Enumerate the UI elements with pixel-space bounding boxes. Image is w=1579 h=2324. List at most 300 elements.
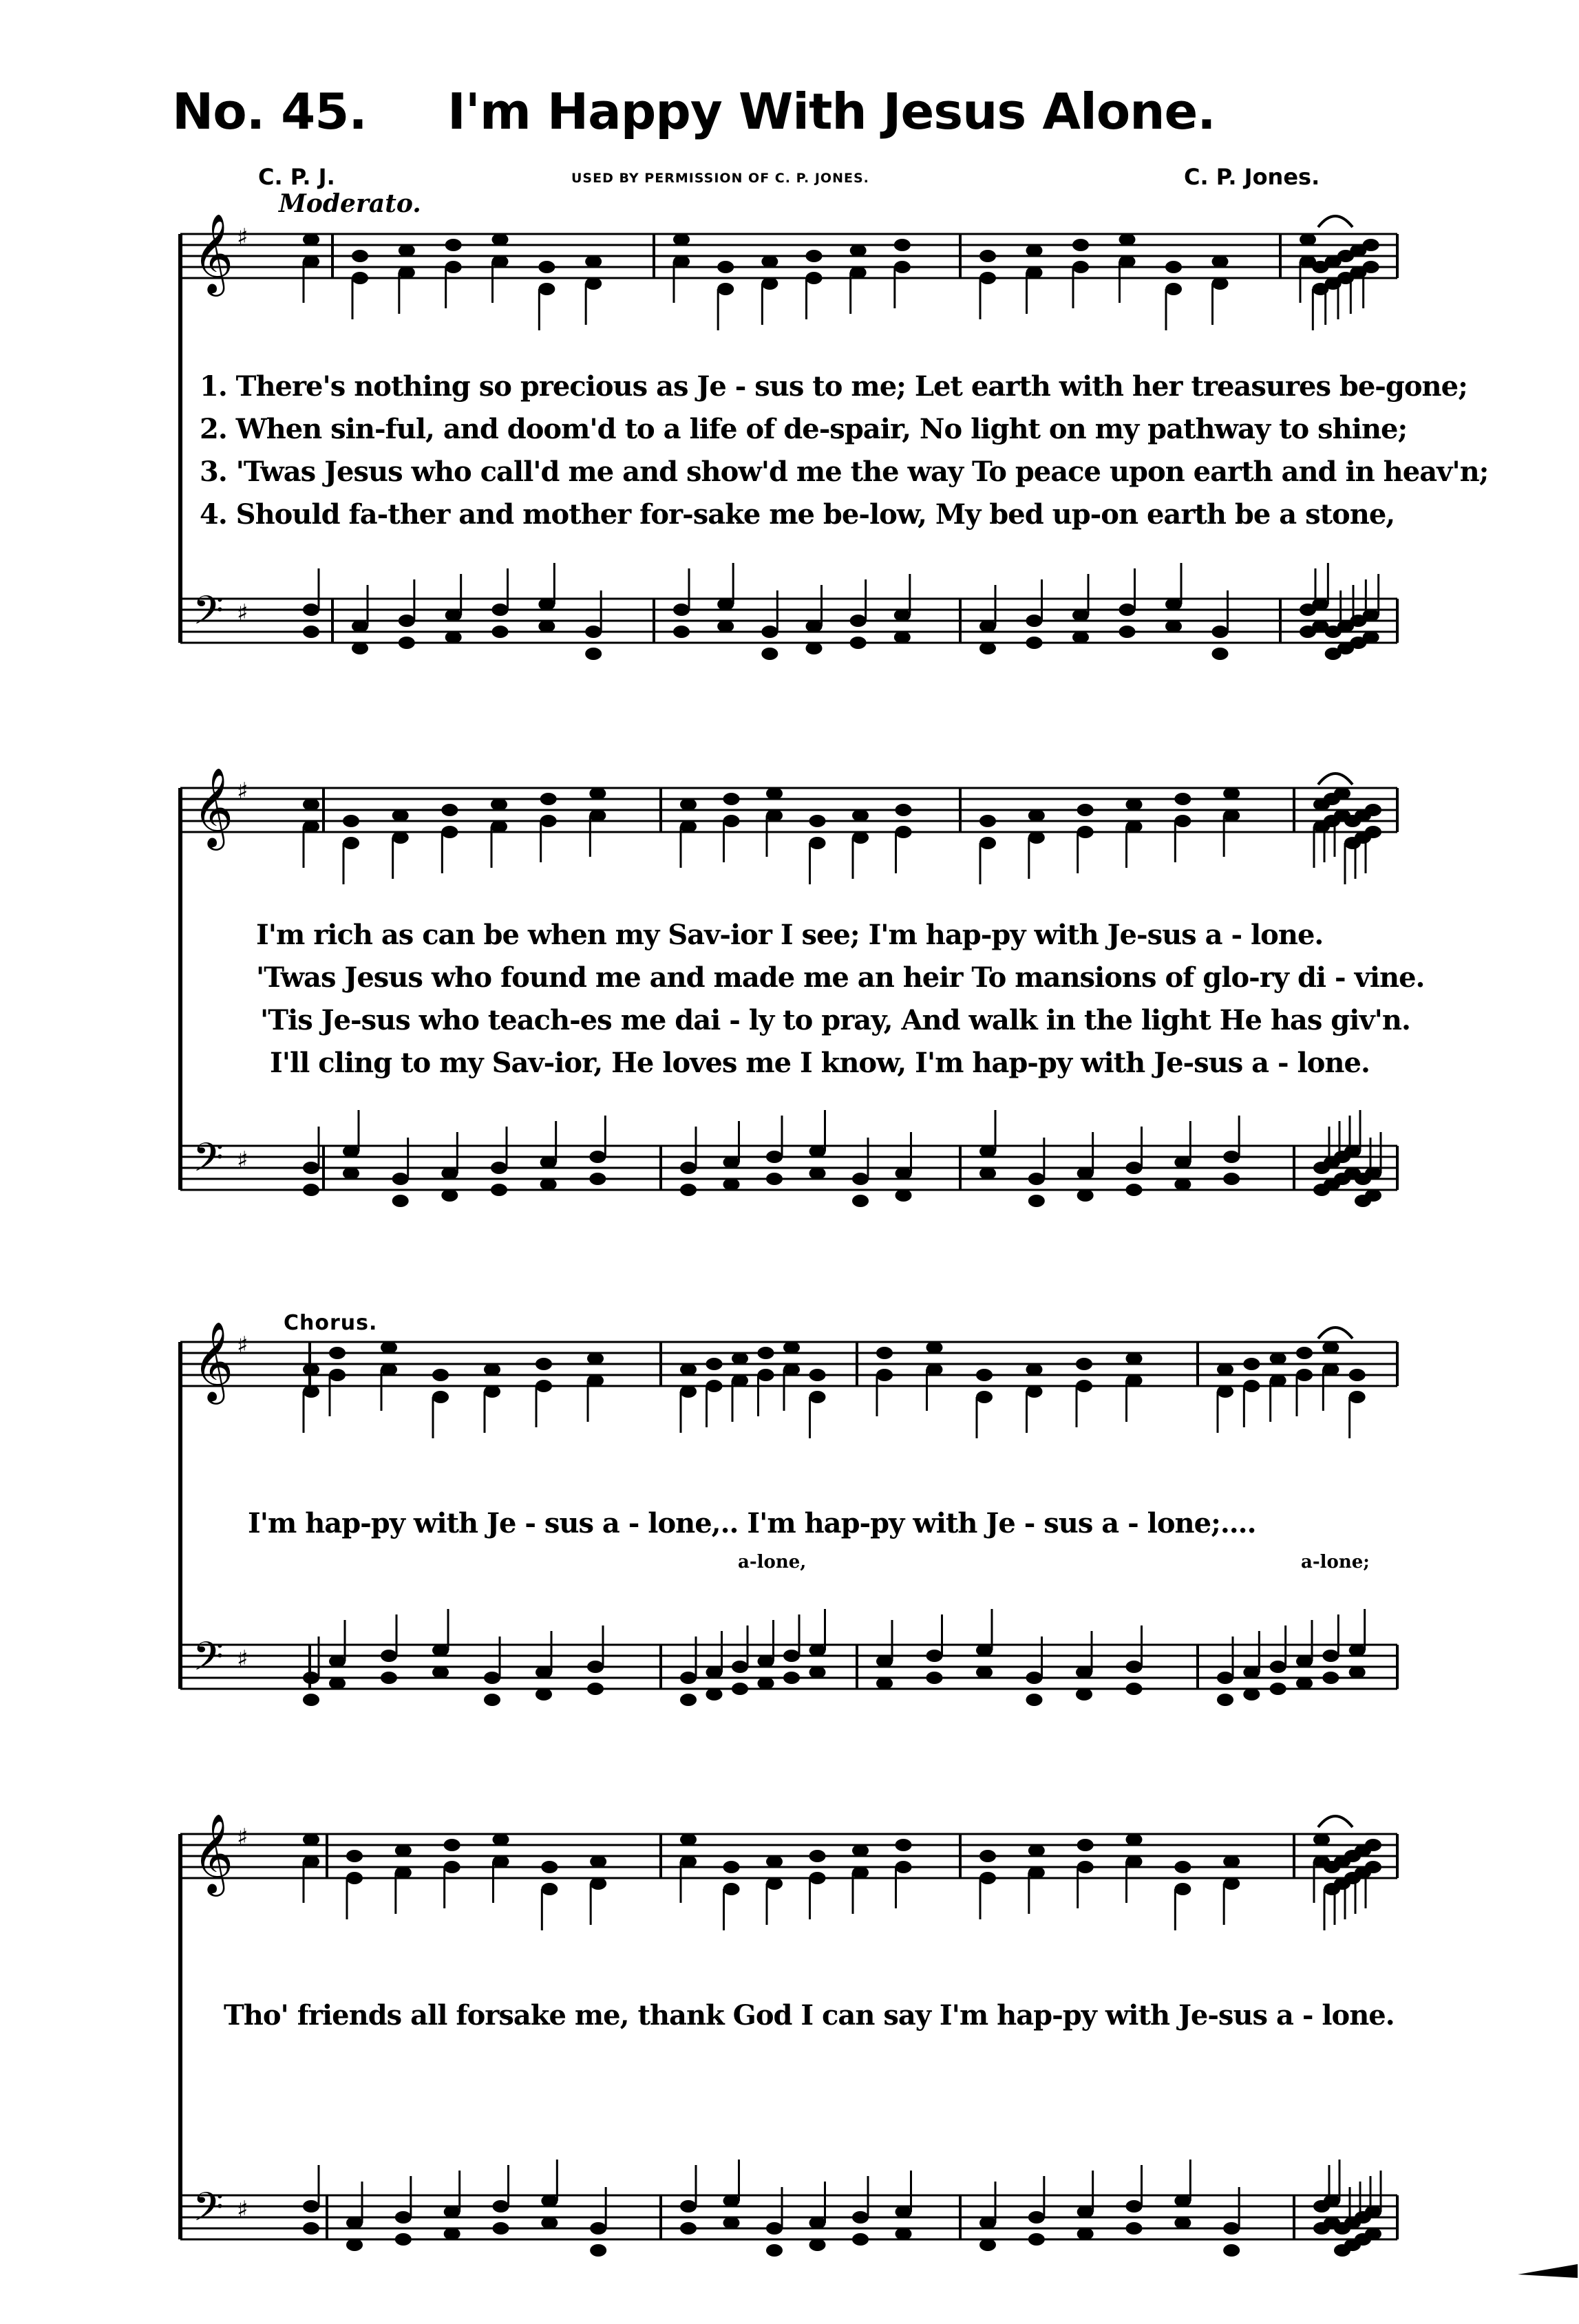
note-head (536, 1358, 552, 1370)
note-head (979, 1145, 996, 1158)
note-head (1322, 1650, 1339, 1662)
note-head (1077, 1861, 1094, 1873)
verse-2-line-b: 'Twas Jesus who found me and made me an heir To mansions of glo-ry di - vine. (256, 961, 1425, 994)
note-head (809, 815, 826, 827)
note-head (783, 1672, 800, 1684)
note-head (766, 1877, 783, 1890)
note-head (680, 1855, 697, 1868)
note-head (926, 1672, 943, 1684)
note-head (809, 1369, 826, 1381)
tempo-marking: Moderato. (279, 189, 421, 218)
note-head (585, 648, 602, 660)
note-head (1126, 1855, 1143, 1868)
note-head (1026, 1672, 1043, 1684)
note-head (926, 1650, 943, 1662)
note-head (541, 1883, 558, 1895)
note-head (587, 1661, 604, 1673)
note-head (493, 1833, 509, 1846)
note-head (445, 631, 462, 643)
note-head (1028, 1195, 1045, 1207)
treble-clef: 𝄞 (193, 1321, 234, 1401)
note-head (852, 2233, 869, 2246)
chorus-label: Chorus. (284, 1311, 378, 1335)
note-head (1243, 1358, 1260, 1370)
note-head (783, 1650, 800, 1662)
note-head (758, 1655, 774, 1667)
note-head (1076, 1688, 1092, 1701)
note-head (1126, 1374, 1143, 1387)
note-head (673, 604, 690, 616)
note-head (976, 1369, 993, 1381)
key-signature-sharp: ♯ (237, 1824, 248, 1851)
chorus-lyric-line-2: Tho' friends all forsake me, thank God I can say I'm hap-py with Je-sus a - lone. (224, 1999, 1395, 2032)
note-head (723, 1178, 740, 1191)
note-head (979, 837, 996, 849)
note-head (1072, 631, 1089, 643)
note-head (673, 255, 690, 268)
note-head (484, 1672, 500, 1684)
note-head (732, 1374, 748, 1387)
treble-clef: 𝄞 (193, 1813, 234, 1893)
note-head (766, 787, 783, 800)
note-head (852, 2211, 869, 2224)
note-head (541, 2195, 558, 2207)
note-head (1296, 1677, 1313, 1689)
note-head (395, 2233, 412, 2246)
note-head (1363, 239, 1379, 251)
note-head (540, 1178, 557, 1191)
note-head (536, 1666, 552, 1678)
note-head (1174, 793, 1191, 805)
note-head (1363, 609, 1379, 621)
note-head (896, 1189, 912, 1202)
note-head (1165, 283, 1182, 295)
note-head (1223, 1151, 1240, 1163)
note-head (761, 277, 778, 290)
note-head (723, 2195, 740, 2207)
note-head (1076, 1666, 1092, 1678)
note-head (432, 1666, 449, 1678)
note-head (329, 1369, 346, 1381)
note-head (399, 244, 415, 257)
note-head (343, 1145, 359, 1158)
note-head (1072, 261, 1089, 273)
note-head (673, 626, 690, 638)
verse-1-line-b: I'm rich as can be when my Sav-ior I see; I'm hap-py with Je-sus a - lone. (256, 919, 1324, 951)
note-head (1119, 626, 1136, 638)
note-head (1300, 233, 1316, 246)
note-head (809, 1644, 826, 1656)
note-head (346, 1872, 363, 1884)
note-head (381, 1672, 397, 1684)
note-head (395, 1844, 412, 1857)
note-head (1026, 615, 1043, 627)
note-head (979, 1872, 996, 1884)
note-head (723, 1861, 740, 1873)
note-head (976, 1666, 993, 1678)
note-head (761, 648, 778, 660)
treble-clef: 𝄞 (193, 767, 234, 847)
note-head (381, 1363, 397, 1376)
note-head (303, 820, 319, 833)
note-head (1270, 1683, 1286, 1695)
note-head (1365, 2228, 1381, 2240)
note-head (1026, 1363, 1043, 1376)
note-head (809, 2217, 826, 2229)
note-head (809, 1391, 826, 1403)
note-head (1223, 1855, 1240, 1868)
note-head (441, 804, 458, 816)
note-head (809, 1872, 826, 1884)
note-head (1126, 1683, 1143, 1695)
note-head (1296, 1369, 1313, 1381)
note-head (1217, 1363, 1233, 1376)
note-head (445, 239, 462, 251)
note-head (1365, 804, 1381, 816)
bass-clef: 𝄢 (193, 2184, 224, 2240)
note-head (1126, 1661, 1143, 1673)
note-head (806, 620, 823, 632)
fermata-mark (1318, 216, 1353, 227)
note-head (491, 1184, 507, 1196)
note-head (303, 1385, 319, 1398)
note-head (717, 620, 734, 632)
note-head (540, 793, 557, 805)
note-head (717, 261, 734, 273)
note-head (766, 809, 783, 822)
note-head (806, 642, 823, 654)
note-head (680, 1385, 697, 1398)
note-head (1365, 2206, 1381, 2218)
note-head (493, 2222, 509, 2235)
bass-clef: 𝄢 (193, 1134, 224, 1191)
note-head (444, 2206, 460, 2218)
note-head (1349, 1644, 1366, 1656)
note-head (894, 239, 911, 251)
note-head (979, 642, 996, 654)
note-head (392, 1173, 409, 1185)
note-head (1270, 1352, 1286, 1365)
note-head (395, 2211, 412, 2224)
note-head (680, 1833, 697, 1846)
note-head (538, 620, 555, 632)
note-head (352, 620, 368, 632)
note-head (540, 815, 557, 827)
note-head (1072, 239, 1089, 251)
note-head (852, 1173, 869, 1185)
note-head (758, 1369, 774, 1381)
note-head (444, 2228, 460, 2240)
note-head (723, 2217, 740, 2229)
note-head (723, 815, 740, 827)
note-head (540, 1156, 557, 1169)
note-head (492, 233, 509, 246)
note-head (1126, 2222, 1143, 2235)
note-head (493, 2200, 509, 2213)
note-head (1212, 255, 1229, 268)
note-head (1174, 1883, 1191, 1895)
note-head (444, 1839, 460, 1851)
note-head (484, 1694, 500, 1706)
note-head (1126, 798, 1143, 811)
note-head (1028, 1173, 1045, 1185)
note-head (876, 1369, 893, 1381)
note-head (343, 815, 359, 827)
note-head (343, 837, 359, 849)
hymn-title: I'm Happy With Jesus Alone. (447, 83, 1216, 140)
note-head (876, 1347, 893, 1359)
note-head (680, 1694, 697, 1706)
note-head (1174, 815, 1191, 827)
verse-3-line-a: 3. 'Twas Jesus who call'd me and show'd me the way To peace upon earth and in heav'n; (200, 456, 1489, 488)
hymn-number: No. 45. (172, 83, 367, 140)
note-head (1119, 604, 1136, 616)
note-head (1077, 1839, 1094, 1851)
note-head (352, 642, 368, 654)
note-head (536, 1688, 552, 1701)
note-head (1223, 1173, 1240, 1185)
note-head (706, 1380, 723, 1392)
note-head (445, 261, 462, 273)
note-head (1365, 1189, 1381, 1202)
note-head (1223, 2222, 1240, 2235)
note-head (1296, 1347, 1313, 1359)
note-head (491, 820, 507, 833)
note-head (766, 1855, 783, 1868)
note-head (1026, 1385, 1043, 1398)
note-head (303, 604, 319, 616)
note-head (1026, 266, 1043, 279)
note-head (758, 1677, 774, 1689)
fermata-mark (1318, 774, 1353, 785)
note-head (329, 1677, 346, 1689)
note-head (399, 637, 415, 649)
note-head (783, 1341, 800, 1354)
note-head (1223, 2244, 1240, 2257)
note-head (585, 277, 602, 290)
note-head (809, 1666, 826, 1678)
note-head (979, 250, 996, 262)
note-head (484, 1363, 500, 1376)
note-head (1126, 1833, 1143, 1846)
note-head (732, 1352, 748, 1365)
note-head (896, 826, 912, 838)
verse-1-line-a: 1. There's nothing so precious as Je - sus to me; Let earth with her treasures be-gone; (200, 370, 1467, 403)
note-head (432, 1391, 449, 1403)
note-head (1165, 261, 1182, 273)
note-head (976, 1391, 993, 1403)
note-head (976, 1644, 993, 1656)
note-head (589, 809, 606, 822)
note-head (850, 637, 867, 649)
note-head (806, 272, 823, 284)
note-head (381, 1650, 397, 1662)
note-head (852, 1195, 869, 1207)
treble-clef: 𝄞 (193, 213, 234, 293)
note-head (1270, 1661, 1286, 1673)
note-head (303, 2222, 319, 2235)
note-head (766, 1151, 783, 1163)
note-head (1334, 787, 1350, 800)
note-head (926, 1363, 943, 1376)
note-head (1174, 1861, 1191, 1873)
note-head (852, 831, 869, 844)
note-head (1119, 255, 1136, 268)
note-head (723, 1156, 740, 1169)
note-head (1217, 1385, 1233, 1398)
note-head (979, 1167, 996, 1180)
note-head (1363, 261, 1379, 273)
bass-clef: 𝄢 (193, 587, 224, 643)
note-head (1223, 809, 1240, 822)
note-head (1174, 2217, 1191, 2229)
note-head (723, 1883, 740, 1895)
note-head (894, 609, 911, 621)
note-head (1349, 1391, 1366, 1403)
verse-4-line-a: 4. Should fa-ther and mother for-sake me be-low, My bed up-on earth be a stone, (200, 498, 1395, 531)
note-head (585, 626, 602, 638)
music-credit: C. P. Jones. (1184, 164, 1320, 190)
note-head (876, 1655, 893, 1667)
note-head (1026, 244, 1043, 257)
note-head (589, 1173, 606, 1185)
key-signature-sharp: ♯ (237, 2196, 248, 2224)
note-head (680, 1184, 697, 1196)
note-head (1243, 1380, 1260, 1392)
note-head (680, 2200, 697, 2213)
note-head (399, 266, 415, 279)
note-head (432, 1644, 449, 1656)
note-head (484, 1385, 500, 1398)
note-head (896, 2228, 912, 2240)
note-head (766, 2244, 783, 2257)
note-head (589, 1151, 606, 1163)
note-head (1126, 2200, 1143, 2213)
note-head (1126, 1184, 1143, 1196)
note-head (758, 1347, 774, 1359)
note-head (590, 1855, 606, 1868)
note-head (732, 1661, 748, 1673)
note-head (303, 255, 319, 268)
chorus-lyric-line-1: I'm hap-py with Je - sus a - lone,.. I'm hap-py with Je - sus a - lone;.... (248, 1507, 1256, 1539)
note-head (850, 615, 867, 627)
note-head (1076, 1358, 1092, 1370)
fermata-mark (1318, 1328, 1353, 1339)
note-head (717, 283, 734, 295)
note-head (1076, 1380, 1092, 1392)
note-head (381, 1341, 397, 1354)
note-head (589, 787, 606, 800)
note-head (1026, 1694, 1043, 1706)
note-head (1165, 620, 1182, 632)
note-head (1077, 1189, 1094, 1202)
note-head (806, 250, 823, 262)
note-head (590, 1877, 606, 1890)
chorus-cue-1: a-lone, (738, 1552, 807, 1573)
note-head (444, 1861, 460, 1873)
note-head (1174, 1156, 1191, 1169)
note-head (1365, 1839, 1381, 1851)
note-head (303, 2200, 319, 2213)
note-head (1165, 598, 1182, 610)
note-head (538, 283, 555, 295)
note-head (876, 1677, 893, 1689)
fermata-mark (1318, 1816, 1353, 1827)
note-head (850, 244, 867, 257)
note-head (1349, 1666, 1366, 1678)
note-head (1322, 1341, 1339, 1354)
note-head (1212, 277, 1229, 290)
note-head (850, 266, 867, 279)
note-head (1077, 826, 1094, 838)
note-head (1174, 1178, 1191, 1191)
note-head (680, 2222, 697, 2235)
note-head (1028, 1866, 1045, 1879)
note-head (590, 2222, 606, 2235)
note-head (723, 793, 740, 805)
key-signature-sharp: ♯ (237, 1332, 248, 1359)
note-head (303, 626, 319, 638)
note-head (492, 626, 509, 638)
note-head (896, 1167, 912, 1180)
note-head (399, 615, 415, 627)
note-head (1077, 1167, 1094, 1180)
note-head (1077, 2206, 1094, 2218)
note-head (1028, 1844, 1045, 1857)
note-head (1349, 1369, 1366, 1381)
note-head (1223, 787, 1240, 800)
note-head (766, 2222, 783, 2235)
note-head (1126, 1162, 1143, 1174)
note-head (809, 1850, 826, 1862)
note-head (346, 2217, 363, 2229)
note-head (346, 2239, 363, 2251)
note-head (979, 272, 996, 284)
chorus-cue-2: a-lone; (1301, 1552, 1370, 1573)
note-head (809, 1167, 826, 1180)
note-head (441, 1189, 458, 1202)
note-head (541, 2217, 558, 2229)
note-head (1223, 1877, 1240, 1890)
note-head (1344, 1145, 1361, 1158)
note-head (979, 815, 996, 827)
note-head (492, 604, 509, 616)
note-head (896, 1861, 912, 1873)
note-head (809, 2239, 826, 2251)
note-head (761, 255, 778, 268)
note-head (492, 255, 509, 268)
note-head (680, 1162, 697, 1174)
note-head (303, 1184, 319, 1196)
note-head (538, 261, 555, 273)
note-head (1028, 831, 1045, 844)
note-head (894, 261, 911, 273)
permission-notice: USED BY PERMISSION OF C. P. JONES. (571, 171, 869, 186)
note-head (706, 1666, 723, 1678)
note-head (896, 1839, 912, 1851)
note-head (303, 1162, 319, 1174)
note-head (1363, 631, 1379, 643)
note-head (783, 1363, 800, 1376)
note-head (732, 1683, 748, 1695)
note-head (1243, 1666, 1260, 1678)
note-head (979, 2217, 996, 2229)
note-head (706, 1688, 723, 1701)
note-head (1119, 233, 1136, 246)
key-signature-sharp: ♯ (237, 599, 248, 627)
note-head (1324, 2195, 1340, 2207)
bass-clef: 𝄢 (193, 1633, 224, 1689)
